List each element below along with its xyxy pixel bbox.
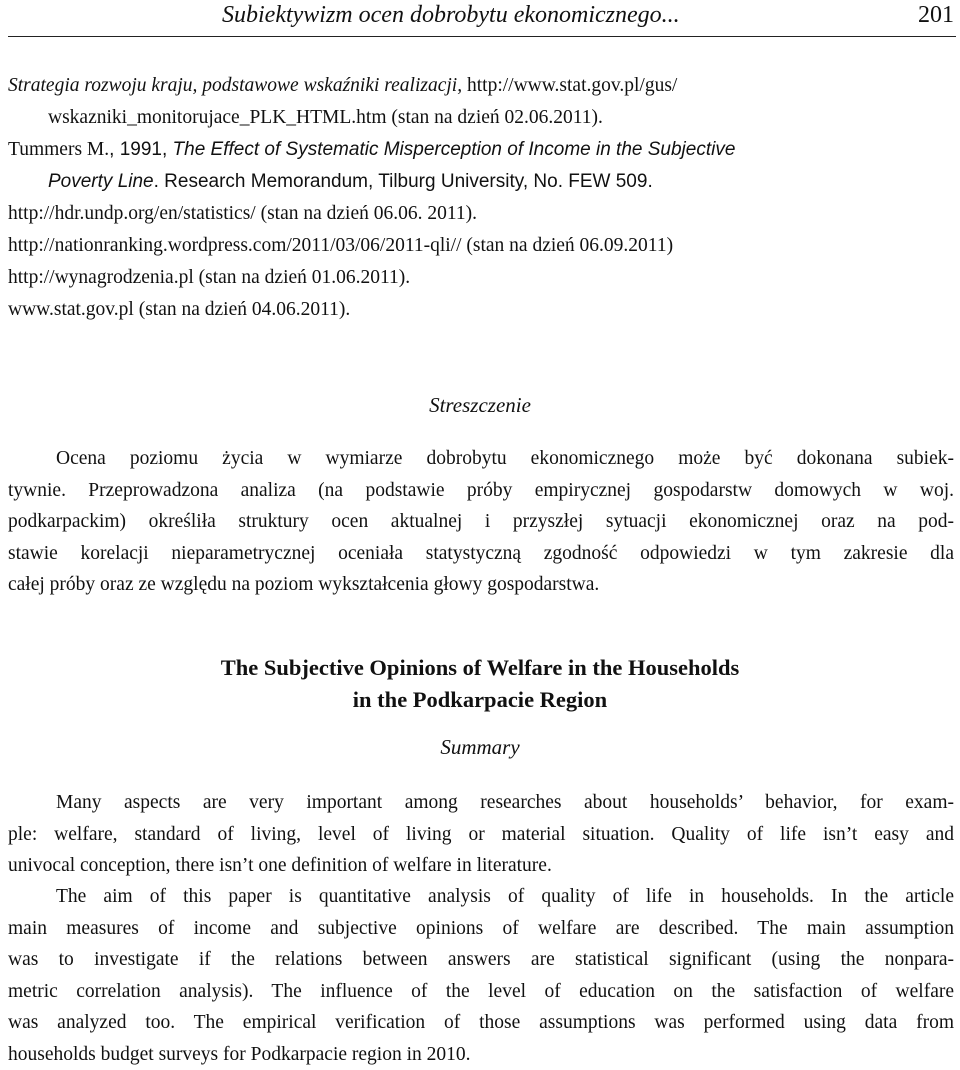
english-summary-paragraph-2	[8, 881, 954, 1070]
english-summary-heading: Summary	[0, 735, 960, 760]
polish-abstract-body	[8, 443, 954, 601]
polish-abstract-heading: Streszczenie	[0, 393, 960, 418]
english-title	[0, 652, 960, 716]
reference-tummers-year: , 1991,	[109, 139, 172, 160]
page-number: 201	[918, 2, 954, 29]
english-summary-line: Many aspects are very important among researches about households’ behavior, for exam-	[8, 787, 954, 819]
reference-nationranking[interactable]: http://nationranking.wordpress.com/2011/03/06/2011-qli// (stan na dzień 06.09.2011)	[8, 230, 956, 262]
polish-abstract-line: całej próby oraz ze względu na poziom wykształcenia głowy gospodarstwa.	[8, 569, 954, 601]
reference-tummers-author: Tummers M.	[8, 139, 109, 160]
polish-abstract-line: tywnie. Przeprowadzona analiza (na podstawie próby empirycznej gospodarstw domowych w woj.	[8, 475, 954, 507]
polish-abstract-line: stawie korelacji nieparametrycznej oceniała statystyczną zgodność odpowiedzi w tym zakresie dla	[8, 538, 954, 570]
reference-strategia-url[interactable]: http://www.stat.gov.pl/gus/	[462, 75, 677, 96]
english-title-line-2: in the Podkarpacie Region	[0, 684, 960, 716]
polish-abstract-line: Ocena poziomu życia w wymiarze dobrobytu ekonomicznego może być dokonana subiek-	[8, 443, 954, 475]
english-summary-line: The aim of this paper is quantitative analysis of quality of life in households. In the article	[8, 881, 954, 913]
reference-tummers-rest: . Research Memorandum, Tilburg University, No. FEW 509.	[154, 171, 653, 192]
running-header	[8, 0, 956, 37]
english-summary-line: univocal conception, there isn’t one definition of welfare in literature.	[8, 850, 954, 882]
references-list	[8, 70, 956, 326]
english-summary-line: households budget surveys for Podkarpacie region in 2010.	[8, 1039, 954, 1070]
reference-tummers-title: The Effect of Systematic Misperception of Income in the Subjective	[173, 139, 736, 160]
reference-wynagrodzenia[interactable]: http://wynagrodzenia.pl (stan na dzień 01.06.2011).	[8, 262, 956, 294]
reference-strategia-title: Strategia rozwoju kraju, podstawowe wskaźniki realizacji,	[8, 75, 462, 96]
reference-tummers-title-cont: Poverty Line	[48, 171, 154, 192]
english-summary-line: metric correlation analysis). The influence of the level of education on the satisfaction of welfare	[8, 976, 954, 1008]
english-summary-line: was to investigate if the relations between answers are statistical significant (using the nonpara-	[8, 944, 954, 976]
english-summary-paragraph-1	[8, 787, 954, 882]
polish-abstract-line: podkarpackim) określiła struktury ocen aktualnej i przyszłej sytuacji ekonomicznej oraz na pod-	[8, 506, 954, 538]
english-summary-line: ple: welfare, standard of living, level of living or material situation. Quality of life isn’t easy and	[8, 819, 954, 851]
english-summary-line: main measures of income and subjective opinions of welfare are described. The main assumption	[8, 913, 954, 945]
reference-undp[interactable]: http://hdr.undp.org/en/statistics/ (stan na dzień 06.06. 2011).	[8, 198, 956, 230]
english-title-line-1: The Subjective Opinions of Welfare in the Households	[0, 652, 960, 684]
reference-strategia	[8, 70, 956, 134]
running-title: Subiektywizm ocen dobrobytu ekonomicznego...	[222, 2, 680, 29]
english-summary-line: was analyzed too. The empirical verification of those assumptions was performed using data from	[8, 1007, 954, 1039]
reference-tummers	[8, 134, 956, 198]
reference-strategia-url-cont: wskazniki_monitorujace_PLK_HTML.htm (stan na dzień 02.06.2011).	[48, 107, 603, 128]
reference-statgov[interactable]: www.stat.gov.pl (stan na dzień 04.06.2011).	[8, 294, 956, 326]
